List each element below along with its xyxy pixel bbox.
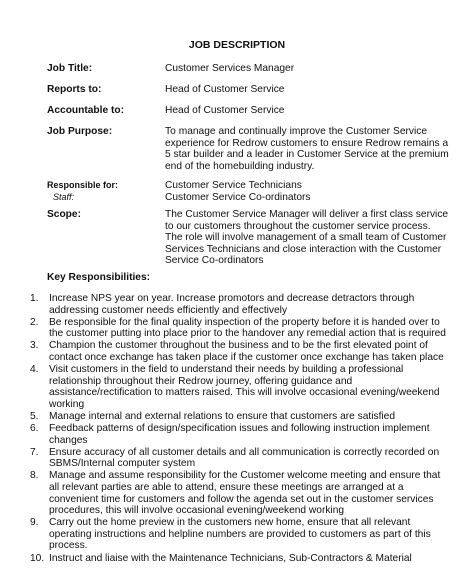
- field-value-line: Head of Customer Service: [165, 105, 285, 116]
- field-value: [165, 180, 427, 203]
- field-label: Job Purpose:: [47, 126, 113, 137]
- list-item-line: all relevant parties are able to attend, ensure these meetings are arranged at a: [49, 482, 404, 493]
- list-item-line: addressing customer needs efficiently and effectively: [49, 304, 288, 316]
- field-value: [165, 209, 449, 267]
- list-item-line: procedures, this will involve occasional evening/weekend working: [49, 505, 345, 517]
- list-item: [30, 316, 446, 340]
- field-value: [165, 63, 427, 75]
- list-item-line: Manage internal and external relations to ensure that customers are satisfied: [49, 410, 396, 422]
- list-item-line: the customer putting into place prior to the handover any remedial action that is required: [49, 328, 446, 340]
- list-number: 4.: [30, 364, 39, 376]
- list-number: 7.: [30, 446, 39, 458]
- field-value-line: The role will involve management of a small team of Customer: [165, 232, 447, 244]
- field-value-line: The Customer Service Manager will deliver a first class service: [165, 209, 449, 220]
- list-item-line: Manage and assume responsibility for the Customer welcome meeting and ensure that: [49, 470, 441, 482]
- list-item-line: convenient time for customers and follow the agenda set out in the customer services: [49, 493, 434, 505]
- field-label: Job Title:: [47, 63, 93, 74]
- list-number: 8.: [30, 470, 39, 482]
- field-value-line: Customer Services Manager: [165, 63, 295, 74]
- list-item-line: contact once exchange has taken place if the customer once exchange has taken place: [49, 351, 444, 363]
- field-label: Accountable to:: [47, 105, 124, 116]
- list-number: 9.: [30, 517, 39, 529]
- field-value-line: Customer Service Technicians: [165, 180, 302, 191]
- field-value: [165, 84, 427, 96]
- list-item-line: relationship throughout their Redrow journey, offering guidance and: [49, 375, 353, 387]
- field-label: Responsible for:: [47, 180, 119, 190]
- field-sublabel: Staff:: [53, 192, 75, 202]
- list-number: 5.: [30, 410, 39, 422]
- list-item: [30, 364, 440, 410]
- list-item-line: Ensure accuracy of all customer details and all communication is correctly recorded on: [49, 446, 440, 458]
- responsibilities-list: [30, 293, 446, 565]
- list-item: [30, 553, 430, 565]
- list-item-line: Feedback patterns of design/specification issues and following instruction implement: [49, 423, 430, 435]
- field-value-line: Head of Customer Service: [165, 84, 285, 95]
- field-value-line: Service Co-ordinators: [165, 255, 264, 267]
- list-item: [30, 293, 430, 316]
- list-item-line: Increase NPS year on year. Increase promotors and decrease detractors through: [49, 293, 415, 304]
- list-number: 10.: [30, 552, 45, 564]
- list-item-line: changes: [49, 434, 88, 446]
- field-label: Scope:: [47, 209, 81, 220]
- list-item: [30, 423, 430, 446]
- field-value-line: Customer Service Co-ordinators: [165, 191, 311, 203]
- field-value: [165, 126, 449, 172]
- key-responsibilities-heading: Key Responsibilities:: [47, 272, 151, 283]
- list-number: 1.: [30, 293, 39, 304]
- field-value-line: To manage and continually improve the Customer Service: [165, 126, 427, 137]
- list-item-line: assistance/rectification to matters raised. This will involve occasional evening/weekend: [49, 387, 440, 399]
- list-item-line: SBMS/Internal computer system: [49, 458, 196, 470]
- list-item: [30, 446, 440, 470]
- field-value-line: Services Technicians and close interaction with the Customer: [165, 243, 442, 255]
- list-item-line: operating instructions and helpline numbers are provided to customers as part of this: [49, 528, 431, 540]
- list-item-line: Visit customers in the field to understand their needs by building a professional: [49, 364, 404, 376]
- list-item-line: working: [49, 398, 85, 410]
- field-value-line: experience for Redrow customers to ensure Redrow remains a: [165, 137, 449, 149]
- list-item-line: Carry out the home preview in the customers new home, ensure that all relevant: [49, 517, 411, 529]
- list-item-line: Champion the customer throughout the business and to be the first elevated point of: [49, 340, 428, 352]
- list-item: [30, 411, 430, 423]
- field-label: Reports to:: [47, 84, 102, 95]
- list-number: 6.: [30, 423, 39, 435]
- list-item: [30, 340, 444, 363]
- list-item: [30, 517, 430, 552]
- field-value: [165, 105, 427, 117]
- list-number: 2.: [30, 316, 39, 328]
- list-item-line: Be responsible for the final quality inspection of the property before it is handed over to: [49, 316, 440, 328]
- list-item-line: Instruct and liaise with the Maintenance Technicians, Sub-Contractors & Material: [49, 552, 412, 564]
- page-title: JOB DESCRIPTION: [188, 39, 286, 51]
- list-number: 3.: [30, 340, 39, 352]
- list-item: [30, 470, 441, 517]
- field-value-line: 5 star builder and a leader in Customer Service at the premium: [165, 149, 449, 161]
- field-value-line: end of the homebuilding industry.: [165, 160, 315, 172]
- field-value-line: to our customers throughout the customer service process.: [165, 220, 431, 232]
- list-item-line: process.: [49, 540, 88, 552]
